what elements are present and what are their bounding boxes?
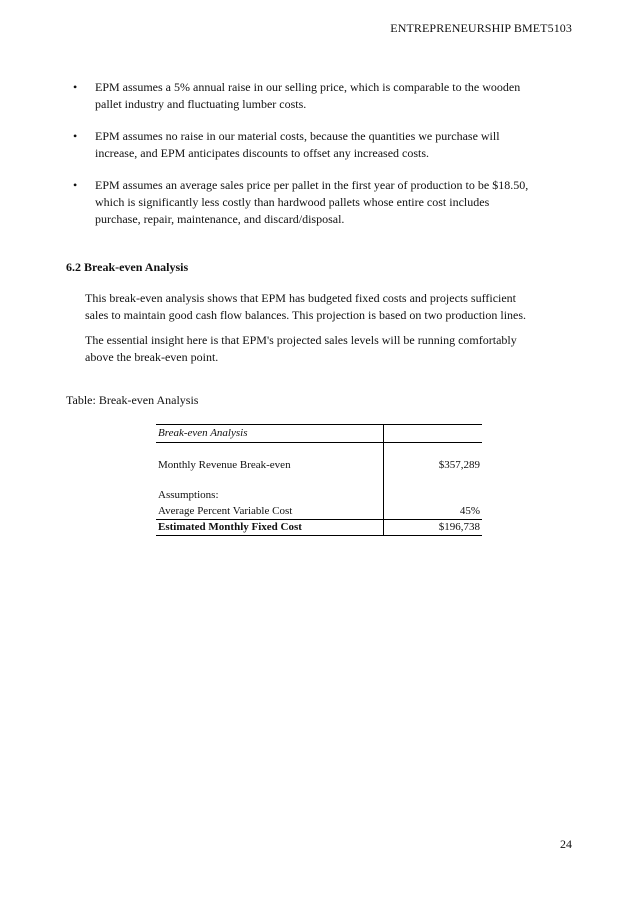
list-item-line: EPM assumes no raise in our material costs, because the quantities we purchase will	[95, 129, 500, 143]
paragraph-line: sales to maintain good cash flow balances. This projection is based on two production lines.	[85, 308, 527, 322]
bullet-icon: •	[73, 129, 78, 143]
table-caption: Table: Break-even Analysis	[66, 393, 199, 407]
paragraph-line: This break-even analysis shows that EPM has budgeted fixed costs and projects sufficient	[85, 291, 517, 305]
table-header-label: Break-even Analysis	[156, 425, 384, 443]
table-spacer-row	[156, 443, 482, 458]
page-number: 24	[560, 837, 572, 851]
list-item-line: EPM assumes a 5% annual raise in our selling price, which is comparable to the wooden	[95, 80, 521, 94]
body-paragraph	[85, 290, 575, 324]
table-spacer-row	[156, 473, 482, 487]
bullet-icon: •	[73, 178, 78, 192]
list-item-line: increase, and EPM anticipates discounts to offset any increased costs.	[95, 146, 430, 160]
section-heading: 6.2 Break-even Analysis	[66, 260, 189, 274]
paragraph-line: above the break-even point.	[85, 350, 219, 364]
body-paragraph	[85, 332, 575, 366]
list-item-line: pallet industry and fluctuating lumber costs.	[95, 97, 307, 111]
variable-cost-value: 45%	[384, 503, 483, 520]
revenue-value: $357,289	[384, 457, 483, 473]
list-item	[66, 177, 576, 228]
assumption-list	[66, 79, 576, 243]
bullet-icon: •	[73, 80, 78, 94]
paragraph-line: The essential insight here is that EPM's projected sales levels will be running comfortably	[85, 333, 517, 347]
assumptions-label: Assumptions:	[158, 489, 219, 501]
variable-cost-label: Average Percent Variable Cost	[158, 505, 293, 517]
table-header-value	[384, 425, 483, 443]
fixed-cost-value: $196,738	[384, 520, 483, 536]
list-item-line: which is significantly less costly than hardwood pallets whose entire cost includes	[95, 195, 490, 209]
break-even-table	[156, 424, 482, 536]
list-item-line: EPM assumes an average sales price per pallet in the first year of production to be $18.50,	[95, 178, 529, 192]
table-total-row	[156, 520, 482, 536]
list-item	[66, 128, 576, 162]
list-item	[66, 79, 576, 113]
table-row	[156, 487, 482, 503]
list-item-line: purchase, repair, maintenance, and discard/disposal.	[95, 212, 345, 226]
table-row	[156, 457, 482, 473]
table-row	[156, 503, 482, 520]
table-header-row	[156, 425, 482, 443]
fixed-cost-label: Estimated Monthly Fixed Cost	[156, 520, 384, 536]
revenue-label: Monthly Revenue Break-even	[158, 459, 291, 471]
running-header: ENTREPRENEURSHIP BMET5103	[390, 21, 572, 35]
